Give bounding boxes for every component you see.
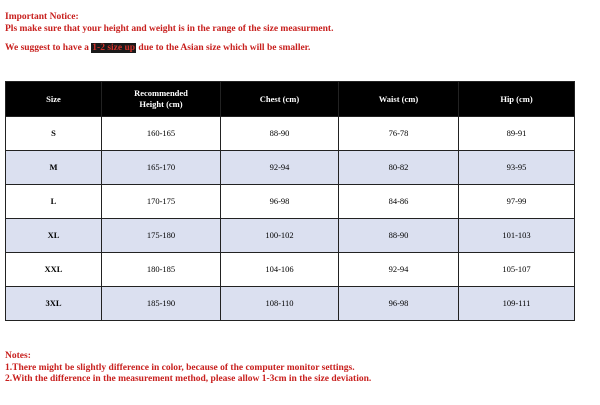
important-notice bbox=[5, 11, 333, 54]
cell-chest: 96-98 bbox=[221, 185, 339, 219]
table-row bbox=[6, 185, 575, 219]
header-hip: Hip (cm) bbox=[459, 82, 575, 117]
cell-hip: 97-99 bbox=[459, 185, 575, 219]
header-recommended-line-2: Height (cm) bbox=[139, 99, 183, 109]
cell-hip: 101-103 bbox=[459, 219, 575, 253]
cell-waist: 80-82 bbox=[339, 151, 459, 185]
notice-line-2-before: We suggest to have a bbox=[5, 43, 92, 53]
cell-chest: 100-102 bbox=[221, 219, 339, 253]
cell-chest: 108-110 bbox=[221, 287, 339, 321]
cell-size: XL bbox=[6, 219, 102, 253]
size-up-highlight: 1-2 size up bbox=[92, 43, 136, 53]
size-chart-table bbox=[5, 81, 575, 321]
cell-height: 170-175 bbox=[102, 185, 221, 219]
cell-waist: 84-86 bbox=[339, 185, 459, 219]
notes-title: Notes: bbox=[5, 351, 31, 361]
cell-hip: 109-111 bbox=[459, 287, 575, 321]
cell-height: 165-170 bbox=[102, 151, 221, 185]
cell-hip: 89-91 bbox=[459, 117, 575, 151]
cell-height: 185-190 bbox=[102, 287, 221, 321]
table-row bbox=[6, 117, 575, 151]
cell-chest: 88-90 bbox=[221, 117, 339, 151]
cell-waist: 96-98 bbox=[339, 287, 459, 321]
notice-title: Important Notice: bbox=[5, 12, 79, 22]
notice-line-2 bbox=[5, 42, 333, 54]
notice-line-1: Pls make sure that your height and weight is in the range of the size measurment. bbox=[5, 24, 334, 34]
cell-waist: 76-78 bbox=[339, 117, 459, 151]
cell-size: M bbox=[6, 151, 102, 185]
header-chest: Chest (cm) bbox=[221, 82, 339, 117]
header-size: Size bbox=[6, 82, 102, 117]
table-row bbox=[6, 287, 575, 321]
header-recommended-height bbox=[102, 82, 221, 117]
cell-size: 3XL bbox=[6, 287, 102, 321]
cell-chest: 104-106 bbox=[221, 253, 339, 287]
cell-height: 175-180 bbox=[102, 219, 221, 253]
note-item: 1.There might be slightly difference in color, because of the computer monitor settings. bbox=[5, 362, 355, 373]
header-waist: Waist (cm) bbox=[339, 82, 459, 117]
note-item: 2.With the difference in the measurement method, please allow 1-3cm in the size deviation. bbox=[5, 374, 372, 384]
notice-line-2-after: due to the Asian size which will be smaller. bbox=[136, 43, 311, 53]
cell-chest: 92-94 bbox=[221, 151, 339, 185]
table-row bbox=[6, 219, 575, 253]
cell-height: 160-165 bbox=[102, 117, 221, 151]
cell-hip: 105-107 bbox=[459, 253, 575, 287]
cell-size: S bbox=[6, 117, 102, 151]
table-row bbox=[6, 253, 575, 287]
header-recommended-line-1: Recommended bbox=[134, 88, 188, 98]
cell-waist: 92-94 bbox=[339, 253, 459, 287]
cell-height: 180-185 bbox=[102, 253, 221, 287]
cell-waist: 88-90 bbox=[339, 219, 459, 253]
notes-section bbox=[5, 351, 371, 386]
cell-size: XXL bbox=[6, 253, 102, 287]
cell-hip: 93-95 bbox=[459, 151, 575, 185]
table-header-row bbox=[6, 82, 575, 117]
cell-size: L bbox=[6, 185, 102, 219]
table-row bbox=[6, 151, 575, 185]
